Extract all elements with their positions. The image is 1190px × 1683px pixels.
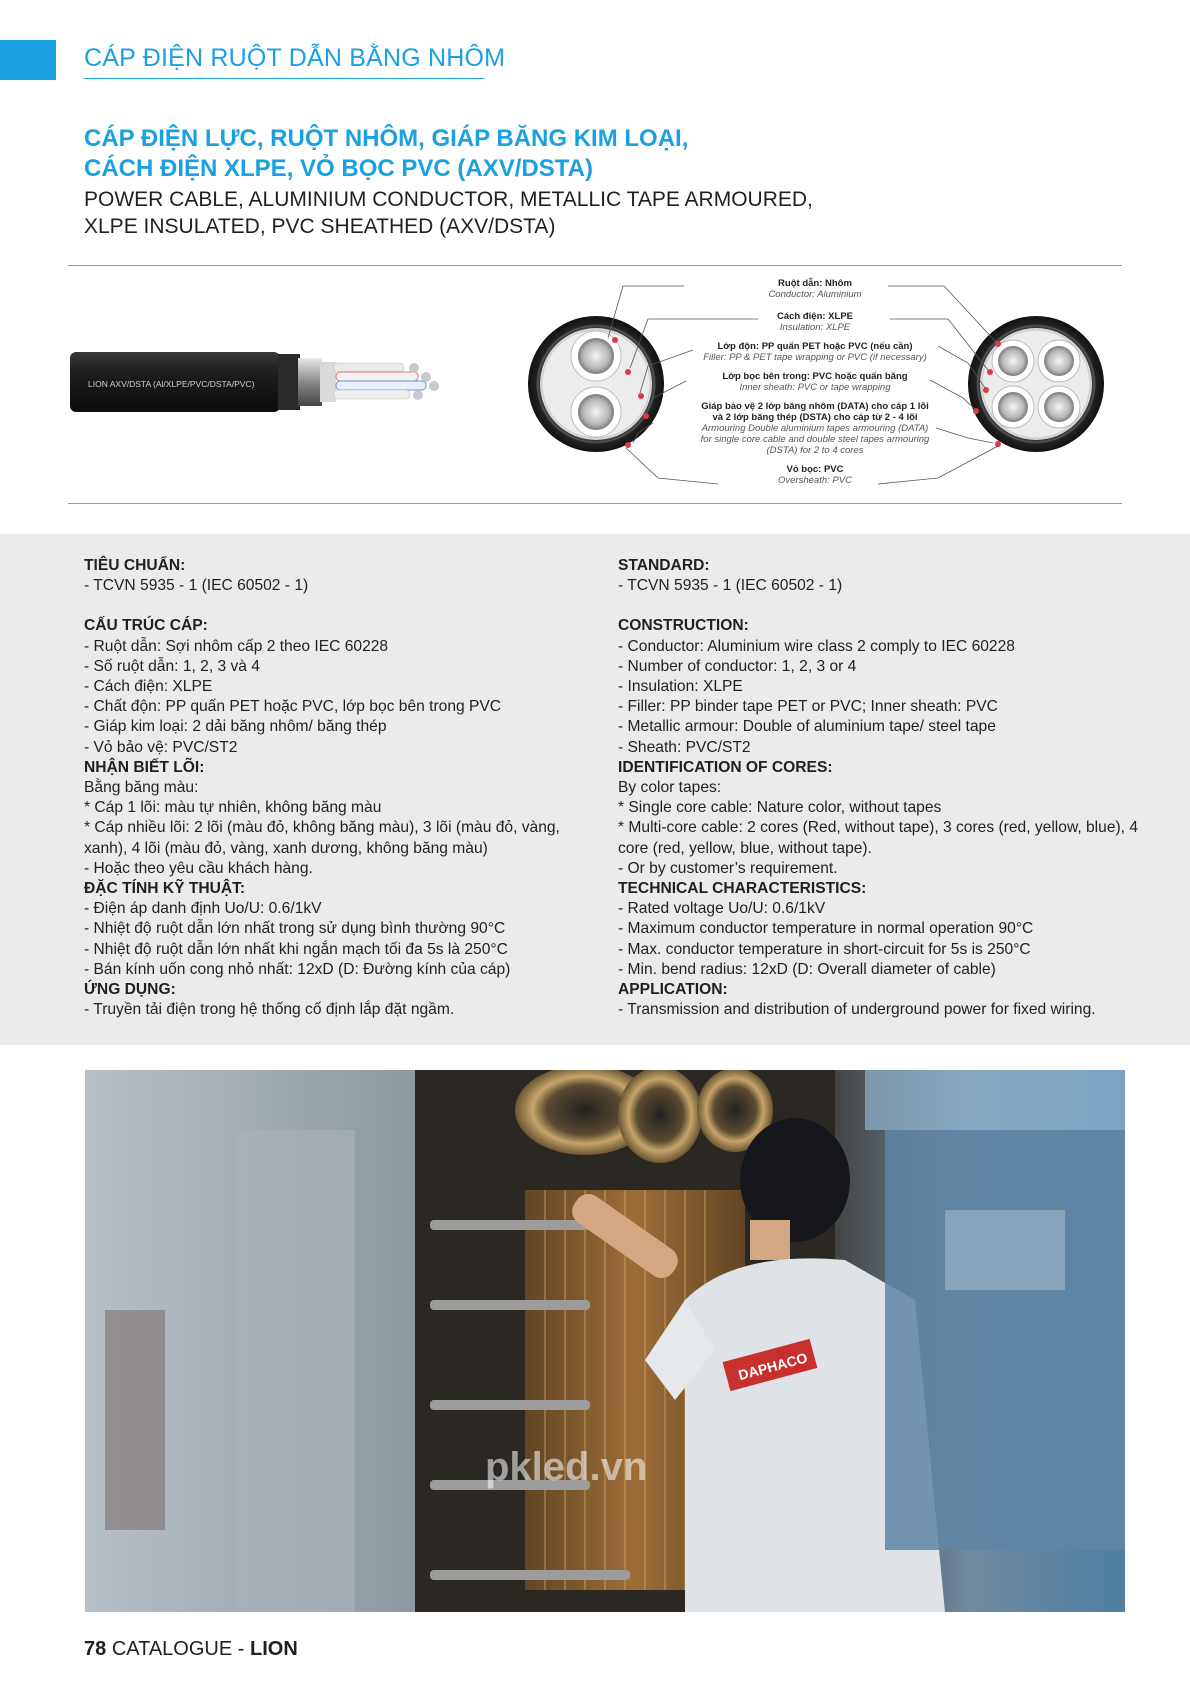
cross-section-4-core <box>968 316 1104 452</box>
ident-line-vn: Bằng băng màu: <box>84 779 199 797</box>
factory-photo <box>85 1070 1125 1612</box>
product-title-en <box>84 186 813 240</box>
cable-armour-tape <box>298 358 322 406</box>
construction-line-en: - Sheath: PVC/ST2 <box>618 738 751 756</box>
cable-diagram-svg <box>68 268 1122 504</box>
construction-line-vn: - Vỏ bảo vệ: PVC/ST2 <box>84 738 238 756</box>
callout-inner-sheath: Lớp bọc bên trong: PVC hoặc quấn băng Inner sheath: PVC or tape wrapping <box>722 371 908 393</box>
cable-cores <box>334 363 439 400</box>
divider-top <box>68 265 1122 266</box>
application-line-en: - Transmission and distribution of underground power for fixed wiring. <box>618 1001 1096 1019</box>
ident-line-vn: * Cáp 1 lõi: màu tự nhiên, không băng màu <box>84 799 382 817</box>
construction-line-en: - Filler: PP binder tape PET or PVC; Inner sheath: PVC <box>618 698 998 716</box>
ident-line-vn: * Cáp nhiều lõi: 2 lõi (màu đỏ, không băng màu), 3 lõi (màu đỏ, vàng, xanh), 4 lõi (màu đỏ, vàng, xanh dương, không băng màu) <box>84 819 560 857</box>
construction-line-vn: - Cách điện: XLPE <box>84 678 213 696</box>
standard-heading-en: STANDARD: <box>618 557 710 574</box>
callout-list <box>680 278 950 486</box>
callout-armouring: Giáp bảo vệ 2 lớp băng nhôm (DATA) cho cáp 1 lõi và 2 lớp băng thép (DSTA) cho cáp từ 2 - 4 lõi Armouring Double aluminium tapes armouring (DATA) for single core cable and double steel tapes armouring (DSTA) for 2 to 4 cores <box>700 401 930 456</box>
construction-line-vn: - Giáp kim loại: 2 dải băng nhôm/ băng thép <box>84 718 387 736</box>
factory-photo-svg <box>85 1070 1125 1612</box>
tech-line-en: - Rated voltage Uo/U: 0.6/1kV <box>618 900 826 918</box>
ident-line-en: * Multi-core cable: 2 cores (Red, without tape), 3 cores (red, yellow, blue), 4 core (red, yellow, blue, without tape). <box>618 819 1139 857</box>
footer-catalogue: CATALOGUE - <box>111 1638 250 1660</box>
callout-insulation: Cách điện: XLPE Insulation: XLPE <box>776 311 853 333</box>
cross-section-2-core <box>528 316 664 452</box>
divider-bottom <box>68 503 1122 504</box>
tech-line-vn: - Bán kính uốn cong nhỏ nhất: 12xD (D: Đường kính của cáp) <box>84 960 511 978</box>
footer-brand: LION <box>249 1638 298 1660</box>
title-vn-line-2: CÁCH ĐIỆN XLPE, VỎ BỌC PVC (AXV/DSTA) <box>84 155 593 182</box>
construction-heading-en: CONSTRUCTION: <box>618 617 749 635</box>
construction-line-en: - Metallic armour: Double of aluminium tape/ steel tape <box>618 718 996 736</box>
construction-line-en: - Conductor: Aluminium wire class 2 comply to IEC 60228 <box>618 637 1015 655</box>
application-heading-en: APPLICATION: <box>618 981 728 999</box>
application-line-vn: - Truyền tải điện trong hệ thống cố định lắp đặt ngầm. <box>84 1001 455 1019</box>
product-title-vn <box>84 124 688 184</box>
shirt-logo-text: DAPHACO <box>736 1349 810 1384</box>
standard-heading-vn: TIÊU CHUẨN: <box>84 557 186 574</box>
ident-line-en: * Single core cable: Nature color, without tapes <box>618 799 942 817</box>
cable-print-text: LION AXV/DSTA (Al/XLPE/PVC/DSTA/PVC) <box>88 379 255 389</box>
ident-line-vn: - Hoặc theo yêu cầu khách hàng. <box>84 859 313 877</box>
tech-line-en: - Max. conductor temperature in short-circuit for 5s is 250°C <box>618 940 1031 958</box>
construction-line-en: - Insulation: XLPE <box>618 678 743 696</box>
construction-line-vn: - Số ruột dẫn: 1, 2, 3 và 4 <box>84 657 260 675</box>
standard-line-vn: - TCVN 5935 - 1 (IEC 60502 - 1) <box>84 577 309 595</box>
page-footer <box>84 1638 298 1661</box>
cable-side-view <box>70 352 439 412</box>
section-color-bar <box>0 40 56 80</box>
title-en-line-2: XLPE INSULATED, PVC SHEATHED (AXV/DSTA) <box>84 215 556 238</box>
construction-line-vn: - Chất độn: PP quấn PET hoặc PVC, lớp bọc bên trong PVC <box>84 698 502 716</box>
cable-diagram <box>68 268 1122 504</box>
standard-line-en: - TCVN 5935 - 1 (IEC 60502 - 1) <box>618 577 843 595</box>
section-title: CÁP ĐIỆN RUỘT DẪN BẰNG NHÔM <box>84 44 506 72</box>
tech-line-en: - Maximum conductor temperature in normal operation 90°C <box>618 920 1034 938</box>
spec-column-vn <box>84 556 604 1020</box>
tech-line-vn: - Nhiệt độ ruột dẫn lớn nhất khi ngắn mạch tối đa 5s là 250°C <box>84 940 508 958</box>
watermark-text: pkled.vn <box>485 1445 648 1489</box>
page-number: 78 <box>84 1638 107 1660</box>
ident-line-en: By color tapes: <box>618 779 722 797</box>
callout-filler: Lớp độn: PP quấn PET hoặc PVC (nếu cần) Filler: PP & PET tape wrapping or PVC (if necessary) <box>703 341 927 363</box>
tech-heading-vn: ĐẶC TÍNH KỸ THUẬT: <box>84 880 246 898</box>
ident-line-en: - Or by customer’s requirement. <box>618 859 838 877</box>
callout-oversheath: Vỏ bọc: PVC Oversheath: PVC <box>778 464 852 486</box>
title-en-line-1: POWER CABLE, ALUMINIUM CONDUCTOR, METALLIC TAPE ARMOURED, <box>84 188 813 211</box>
ident-heading-vn: NHẬN BIẾT LÕI: <box>84 758 205 776</box>
cable-inner-sheath <box>278 354 300 410</box>
application-heading-vn: ỨNG DỤNG: <box>84 981 176 999</box>
section-underline <box>84 78 484 79</box>
cable-filler <box>320 362 336 402</box>
tech-line-en: - Min. bend radius: 12xD (D: Overall diameter of cable) <box>618 960 996 978</box>
callout-conductor: Ruột dẫn: Nhôm Conductor: Aluminium <box>768 278 862 300</box>
construction-heading-vn: CẤU TRÚC CÁP: <box>84 617 208 635</box>
tech-line-vn: - Điện áp danh định Uo/U: 0.6/1kV <box>84 900 322 918</box>
spec-column-en <box>618 556 1158 1020</box>
construction-line-en: - Number of conductor: 1, 2, 3 or 4 <box>618 657 857 675</box>
ident-heading-en: IDENTIFICATION OF CORES: <box>618 758 833 776</box>
tech-heading-en: TECHNICAL CHARACTERISTICS: <box>618 880 867 898</box>
tech-line-vn: - Nhiệt độ ruột dẫn lớn nhất trong sử dụng bình thường 90°C <box>84 920 506 938</box>
title-vn-line-1: CÁP ĐIỆN LỰC, RUỘT NHÔM, GIÁP BĂNG KIM LOẠI, <box>84 125 689 152</box>
construction-line-vn: - Ruột dẫn: Sợi nhôm cấp 2 theo IEC 60228 <box>84 637 389 655</box>
